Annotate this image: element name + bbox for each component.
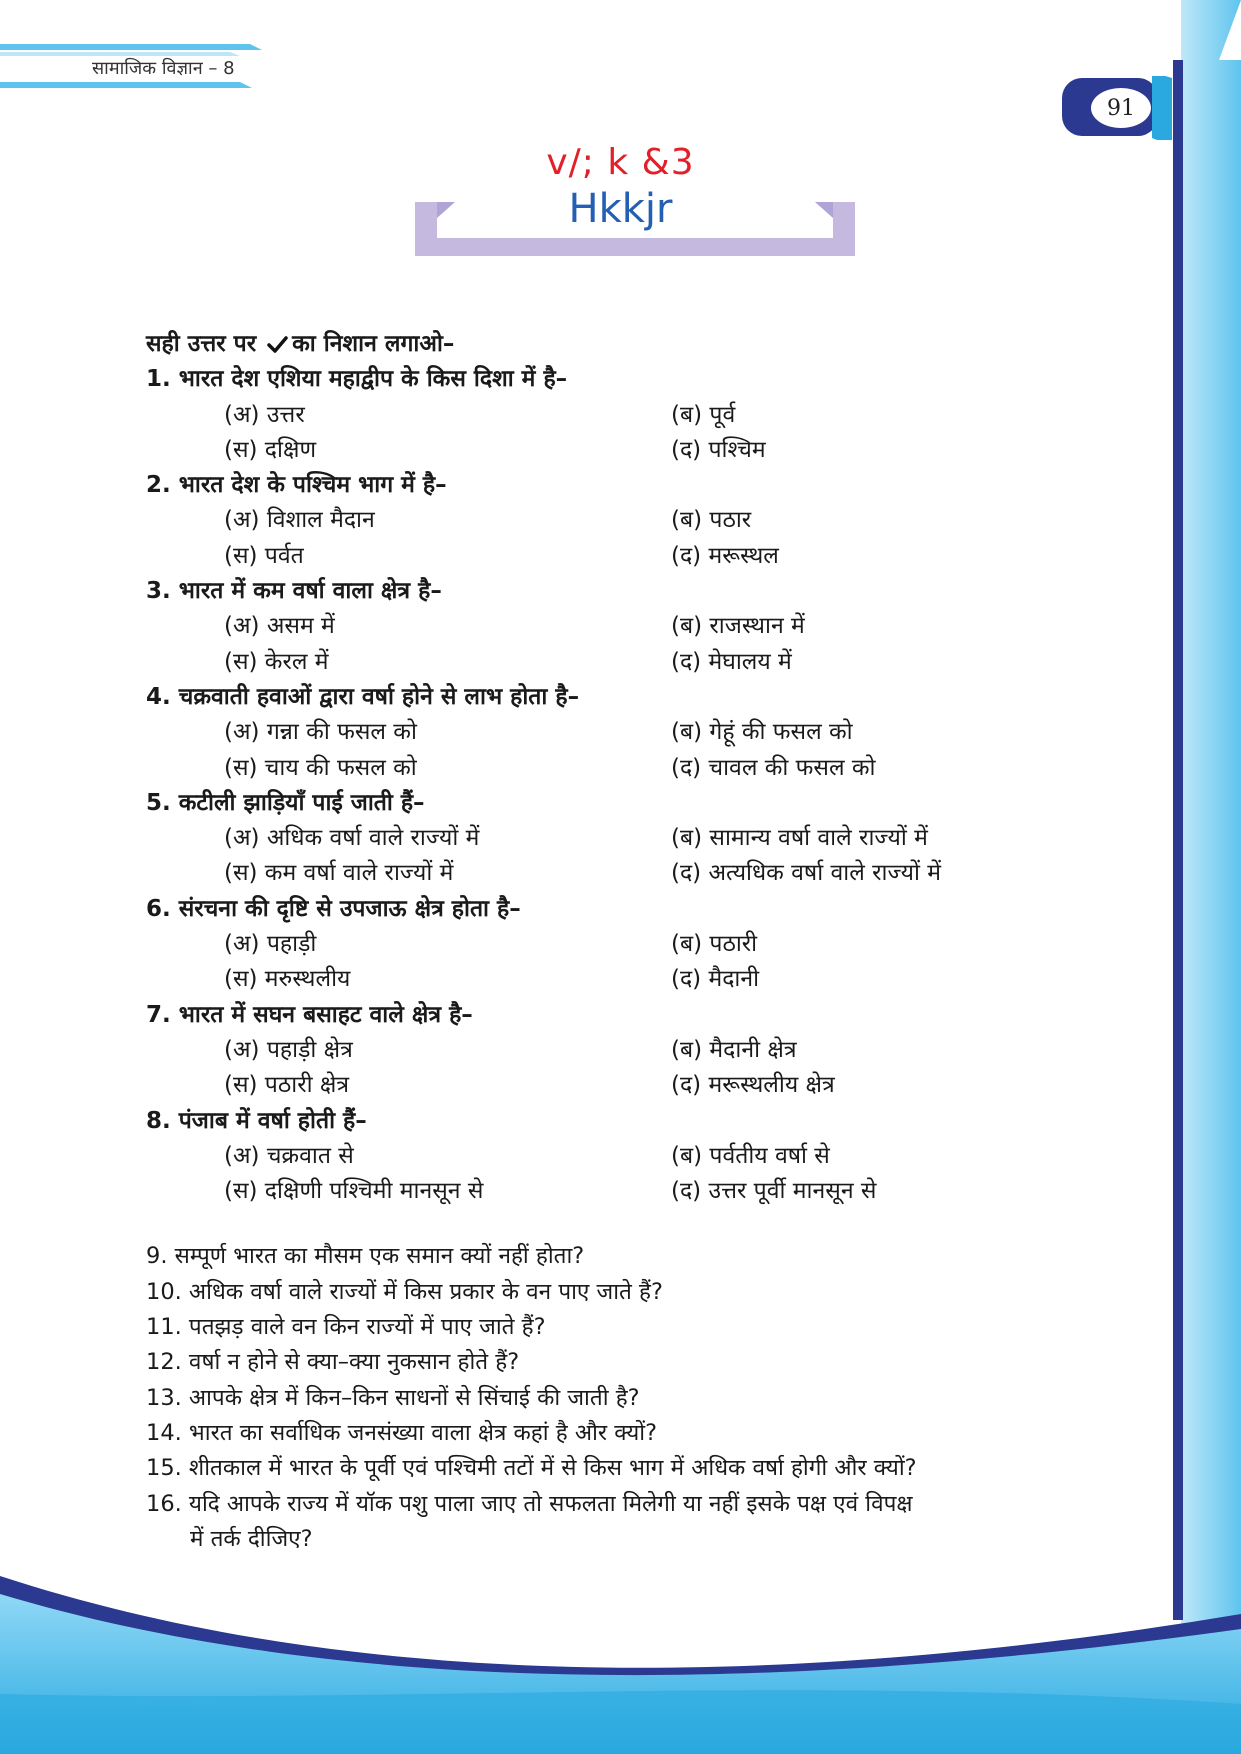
option-row (146, 715, 1136, 750)
option-a[interactable]: (अ) गन्ना की फसल को (224, 719, 417, 746)
chapter-title: Hkkjr (568, 186, 673, 232)
page-number: 91 (1107, 96, 1135, 121)
option-d[interactable]: (द) मरूस्थलीय क्षेत्र (671, 1072, 835, 1099)
short-question: 12. वर्षा न होने से क्या–क्या नुकसान होते हैं? (146, 1349, 520, 1376)
checkmark-icon (266, 334, 288, 354)
option-c[interactable]: (स) पर्वत (224, 542, 304, 569)
option-d[interactable]: (द) चावल की फसल को (671, 754, 876, 781)
option-row (146, 645, 1136, 680)
question: 6. संरचना की दृष्टि से उपजाऊ क्षेत्र होता है– (146, 895, 521, 922)
option-a[interactable]: (अ) पहाड़ी (224, 931, 317, 958)
option-d[interactable]: (द) पश्चिम (671, 436, 766, 463)
book-title: सामाजिक विज्ञान – 8 (92, 58, 235, 79)
option-row (146, 1174, 1136, 1209)
option-c[interactable]: (स) कम वर्षा वाले राज्यों में (224, 860, 454, 887)
option-b[interactable]: (ब) पठारी (671, 931, 758, 958)
question: 7. भारत में सघन बसाहट वाले क्षेत्र है– (146, 1001, 473, 1028)
option-d[interactable]: (द) मरूस्थल (671, 542, 779, 569)
mcq-instruction: सही उत्तर पर का निशान लगाओ– (146, 331, 455, 357)
short-question: 16. यदि आपके राज्य में यॉक पशु पाला जाए तो सफलता मिलेगी या नहीं इसके पक्ष एवं विपक्ष (146, 1490, 913, 1517)
section-gap (146, 1209, 1136, 1239)
option-a[interactable]: (अ) विशाल मैदान (224, 507, 375, 534)
short-question: 9. सम्पूर्ण भारत का मौसम एक समान क्यों नहीं होता? (146, 1243, 585, 1270)
option-b[interactable]: (ब) पूर्व (671, 401, 736, 428)
short-question: 10. अधिक वर्षा वाले राज्यों में किस प्रकार के वन पाए जाते हैं? (146, 1278, 663, 1305)
option-a[interactable]: (अ) पहाड़ी क्षेत्र (224, 1036, 353, 1063)
option-row (146, 503, 1136, 538)
question: 4. चक्रवाती हवाओं द्वारा वर्षा होने से लाभ होता है– (146, 683, 580, 710)
short-question-continuation: में तर्क दीजिए? (190, 1525, 313, 1552)
option-d[interactable]: (द) मेघालय में (671, 648, 792, 675)
short-question: 11. पतझड़ वाले वन किन राज्यों में पाए जाते हैं? (146, 1314, 546, 1341)
option-c[interactable]: (स) चाय की फसल को (224, 754, 417, 781)
option-d[interactable]: (द) मैदानी (671, 966, 760, 993)
short-question: 14. भारत का सर्वाधिक जनसंख्या वाला क्षेत्र कहां है और क्यों? (146, 1419, 658, 1446)
option-row (146, 1033, 1136, 1068)
option-b[interactable]: (ब) पर्वतीय वर्षा से (671, 1142, 830, 1169)
option-row (146, 856, 1136, 891)
option-c[interactable]: (स) केरल में (224, 648, 329, 675)
question: 8. पंजाब में वर्षा होती हैं– (146, 1107, 367, 1134)
option-a[interactable]: (अ) उत्तर (224, 401, 305, 428)
question: 2. भारत देश के पश्चिम भाग में है– (146, 472, 447, 499)
option-b[interactable]: (ब) मैदानी क्षेत्र (671, 1036, 797, 1063)
option-row (146, 1068, 1136, 1103)
option-a[interactable]: (अ) चक्रवात से (224, 1142, 354, 1169)
option-c[interactable]: (स) मरुस्थलीय (224, 966, 351, 993)
option-d[interactable]: (द) उत्तर पूर्वी मानसून से (671, 1178, 877, 1205)
option-a[interactable]: (अ) असम में (224, 613, 335, 640)
option-row (146, 539, 1136, 574)
question: 5. कटीली झाड़ियाँ पाई जाती हैं– (146, 789, 425, 816)
option-row (146, 962, 1136, 997)
option-row (146, 609, 1136, 644)
option-d[interactable]: (द) अत्यधिक वर्षा वाले राज्यों में (671, 860, 942, 887)
option-b[interactable]: (ब) सामान्य वर्षा वाले राज्यों में (671, 825, 928, 852)
option-row (146, 1139, 1136, 1174)
question: 1. भारत देश एशिया महाद्वीप के किस दिशा में है– (146, 366, 568, 393)
option-b[interactable]: (ब) गेहूं की फसल को (671, 719, 853, 746)
option-c[interactable]: (स) पठारी क्षेत्र (224, 1072, 350, 1099)
option-c[interactable]: (स) दक्षिण (224, 436, 317, 463)
short-question: 13. आपके क्षेत्र में किन–किन साधनों से सिंचाई की जाती है? (146, 1384, 640, 1411)
option-row (146, 751, 1136, 786)
option-b[interactable]: (ब) पठार (671, 507, 752, 534)
option-a[interactable]: (अ) अधिक वर्षा वाले राज्यों में (224, 825, 480, 852)
short-question: 15. शीतकाल में भारत के पूर्वी एवं पश्चिमी तटों में से किस भाग में अधिक वर्षा होगी और क्यों? (146, 1455, 917, 1482)
chapter-number: v/; k &3 (546, 142, 695, 183)
question: 3. भारत में कम वर्षा वाला क्षेत्र है– (146, 578, 442, 605)
right-border-decoration (1141, 0, 1241, 1754)
option-c[interactable]: (स) दक्षिणी पश्चिमी मानसून से (224, 1178, 484, 1205)
option-row (146, 398, 1136, 433)
option-b[interactable]: (ब) राजस्थान में (671, 613, 805, 640)
option-row (146, 927, 1136, 962)
bottom-wave-decoration (0, 1554, 1241, 1754)
exercise-content (146, 327, 1136, 1557)
option-row (146, 821, 1136, 856)
header-decoration (0, 0, 300, 100)
option-row (146, 433, 1136, 468)
